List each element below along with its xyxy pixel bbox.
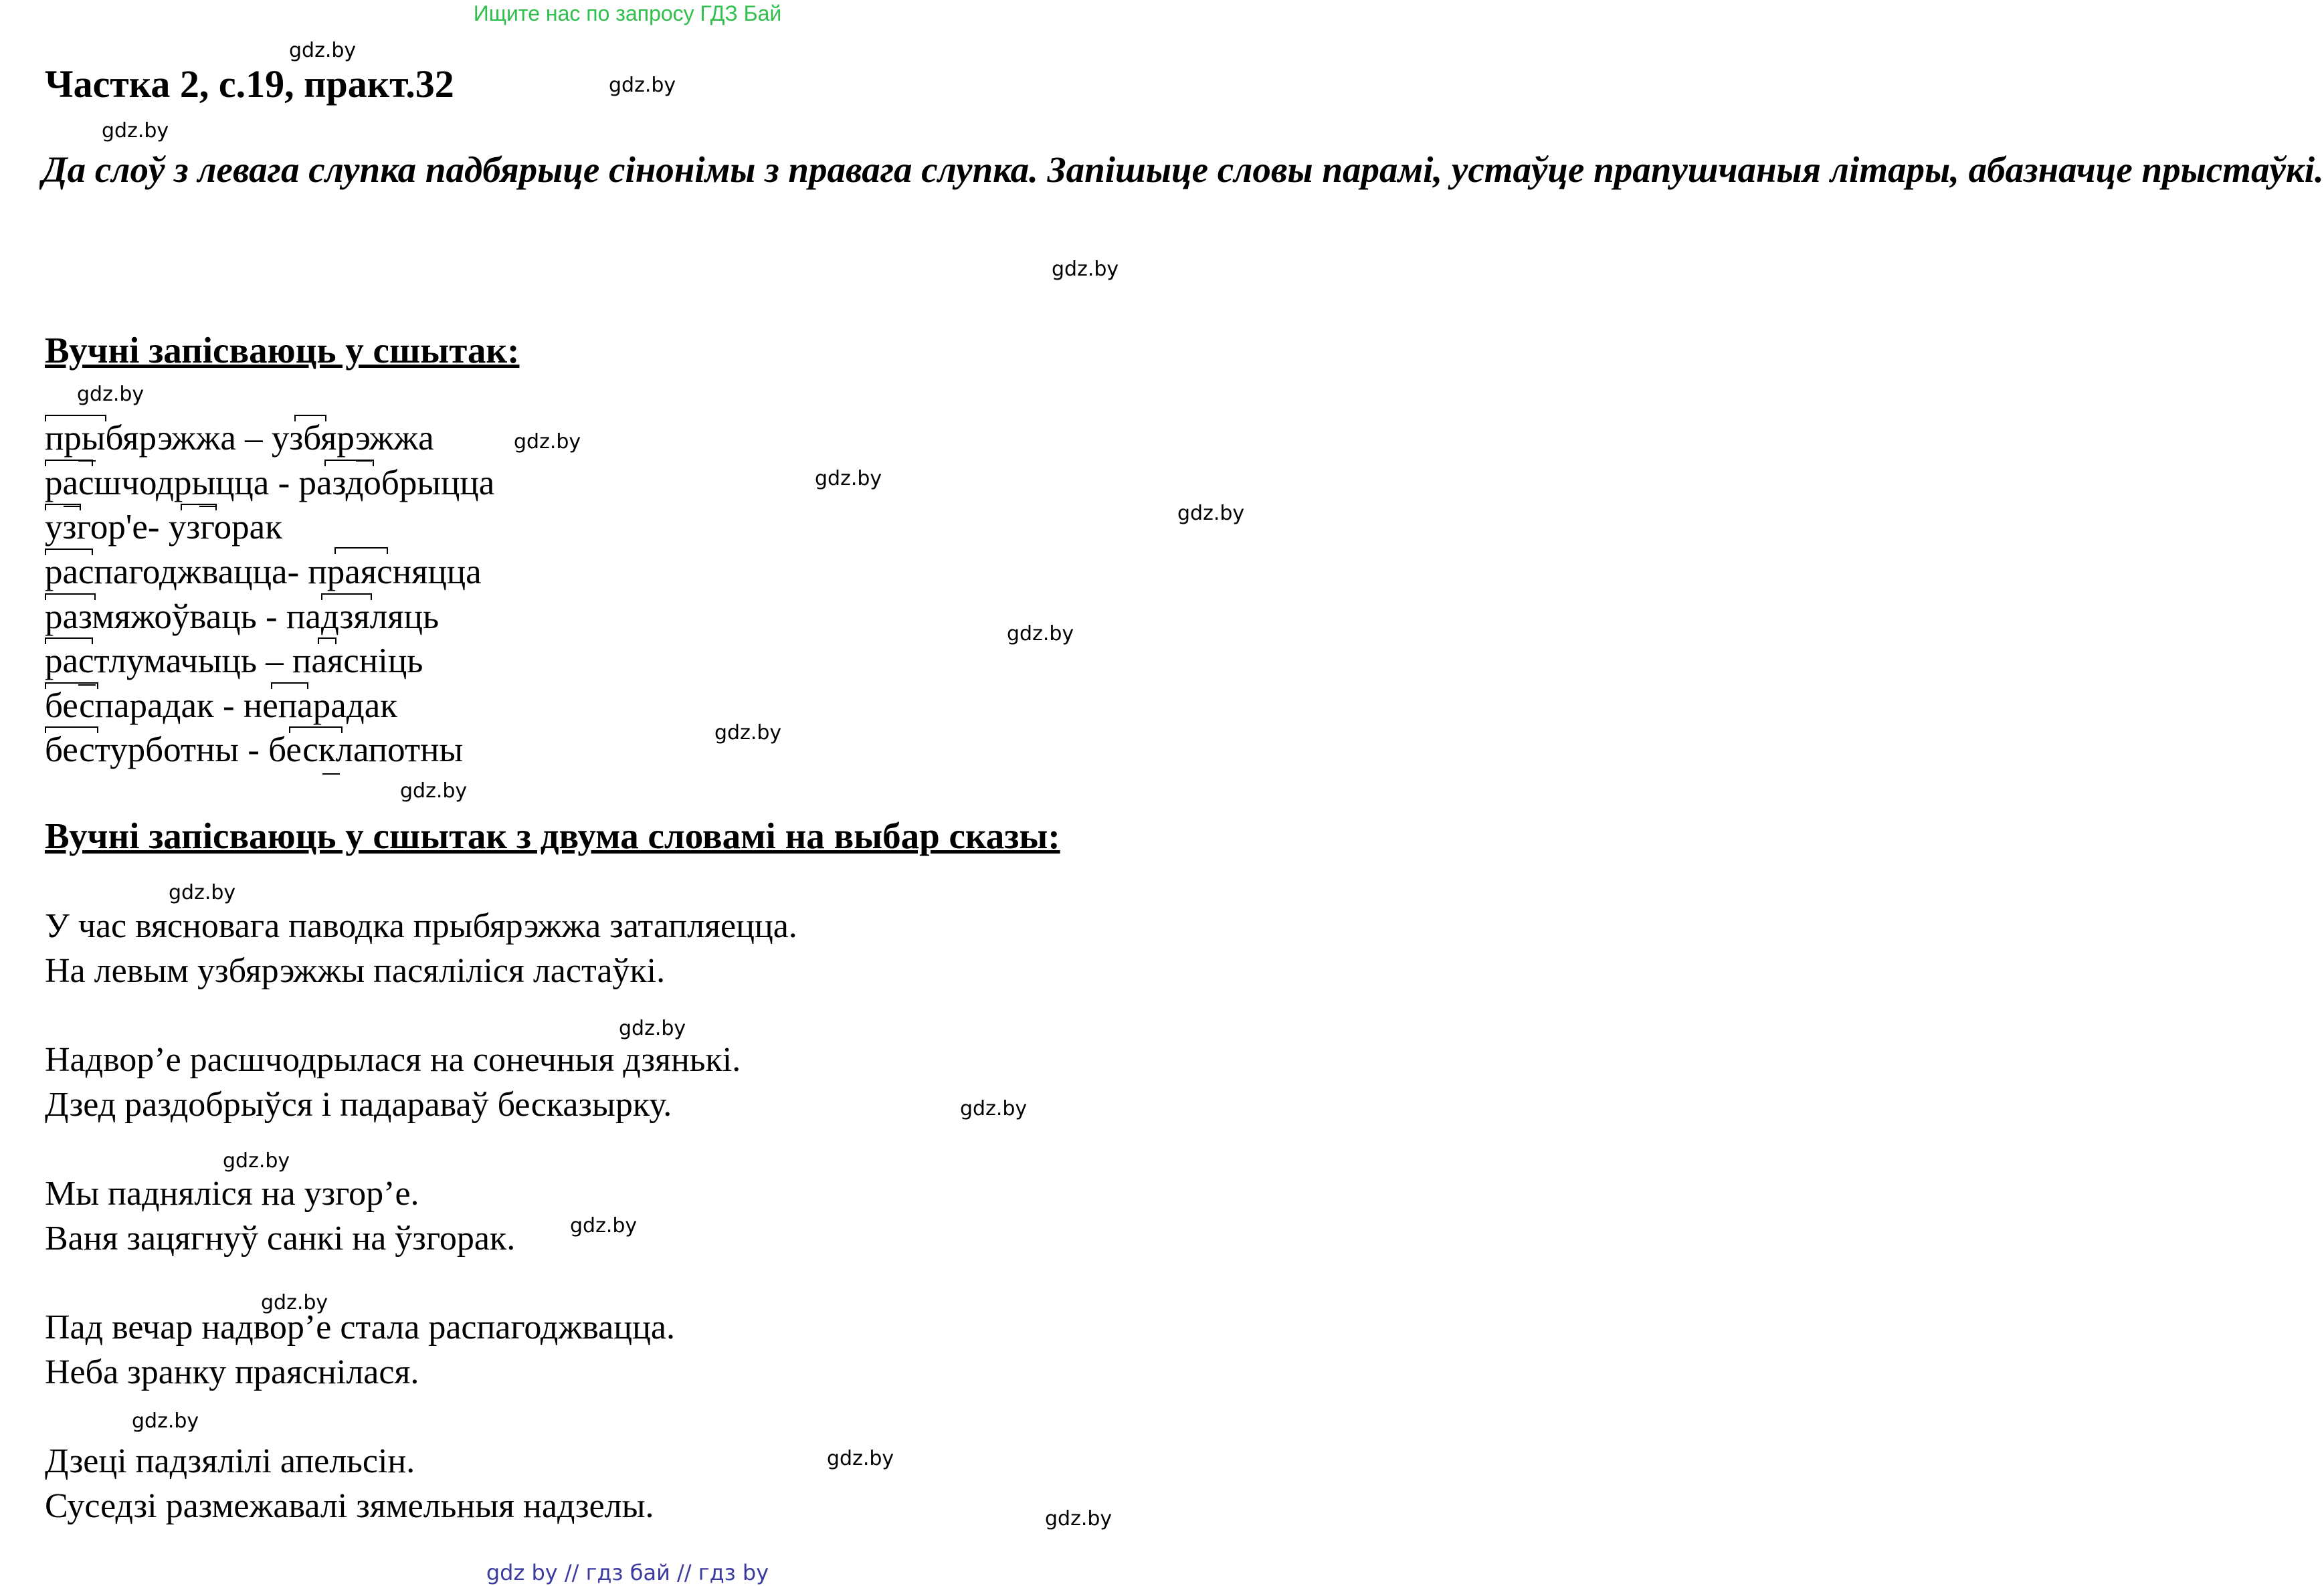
sentence: Суседзі размежавалі зямельныя надзелы. xyxy=(45,1487,654,1525)
watermark: gdz.by xyxy=(102,119,169,142)
prefix-mark xyxy=(181,504,217,510)
letter-underline xyxy=(356,460,372,462)
watermark: gdz.by xyxy=(132,1409,199,1433)
letter-underline xyxy=(78,460,96,462)
watermark: gdz.by xyxy=(570,1214,638,1237)
search-banner: Ищите нас по запросу ГДЗ Бай xyxy=(473,1,782,25)
prefix-mark xyxy=(45,637,93,644)
sentence: Надвор’е расшчодрылася на сонечныя дзянькі. xyxy=(45,1041,741,1079)
word-pair: размяжоўваць - падзяляць xyxy=(45,597,440,636)
watermark: gdz.by xyxy=(514,430,581,454)
prefix-mark xyxy=(45,682,98,689)
word-pair: узгор'е- узгорак xyxy=(45,508,282,547)
prefix-mark xyxy=(271,682,308,689)
word-pair: растлумачыць – паясніць xyxy=(45,641,423,680)
word-pair: расшчодрыцца - раздобрыцца xyxy=(45,464,495,502)
watermark: gdz.by xyxy=(1007,622,1074,646)
watermark: gdz.by xyxy=(1045,1507,1112,1530)
sentence: Пад вечар надвор’е стала распагоджвацца. xyxy=(45,1308,675,1347)
watermark: gdz.by xyxy=(1052,258,1119,281)
sentence: У час вясновага паводка прыбярэжжа затапляецца. xyxy=(45,907,797,945)
letter-underline xyxy=(78,684,96,686)
watermark: gdz.by xyxy=(289,39,357,62)
letter-underline xyxy=(64,506,80,507)
watermark: gdz.by xyxy=(619,1017,686,1040)
prefix-mark xyxy=(45,549,93,555)
watermark: gdz.by xyxy=(400,779,468,803)
watermark: gdz.by xyxy=(261,1291,328,1314)
watermark: gdz.by xyxy=(960,1097,1028,1120)
prefix-mark xyxy=(334,547,388,554)
sentence: Дзед раздобрыўся і падараваў бесказырку. xyxy=(45,1086,672,1124)
watermark: gdz.by xyxy=(77,383,144,406)
sentence: Ваня зацягнуў санкі на ўзгорак. xyxy=(45,1219,516,1258)
footer-links: gdz by // гдз бай // гдз by xyxy=(486,1560,769,1585)
prefix-mark xyxy=(45,593,96,600)
watermark: gdz.by xyxy=(827,1447,894,1470)
watermark: gdz.by xyxy=(815,467,882,490)
watermark: gdz.by xyxy=(609,74,676,97)
sentence: Дзеці падзялілі апельсін. xyxy=(45,1442,415,1480)
watermark: gdz.by xyxy=(169,881,236,904)
letter-underline xyxy=(322,773,340,775)
prefix-mark xyxy=(294,415,326,421)
word-pair: прыбярэжжа – узбярэжжа xyxy=(45,419,434,458)
section-heading-sentences: Вучні запісваюць у сшытак з двума словамі на выбар сказы: xyxy=(45,815,1060,856)
watermark: gdz.by xyxy=(714,721,782,745)
section-heading-pairs: Вучні запісваюць у сшытак: xyxy=(45,330,520,371)
sentence: Неба зранку праяснілася. xyxy=(45,1353,419,1391)
word-pair: беспарадак - непарадак xyxy=(45,686,397,725)
prefix-mark xyxy=(289,726,343,733)
sentence: Мы падняліся на узгор’е. xyxy=(45,1175,419,1213)
word-pair: распагоджвацца- праясняцца xyxy=(45,553,482,591)
task-text: Да слоў з левага слупка падбярыце сінонімы з правага слупка. Запішыце словы парамі, устаўце прапушчаныя літары, абазначце прыстаўкі. xyxy=(42,149,2324,190)
prefix-mark xyxy=(45,726,98,733)
page-title: Частка 2, с.19, практ.32 xyxy=(45,62,454,106)
prefix-mark xyxy=(321,593,372,600)
word-pair: бестурботны - бесклапотны xyxy=(45,730,464,769)
watermark: gdz.by xyxy=(223,1149,290,1173)
sentence: На левым узбярэжжы пасяліліся ластаўкі. xyxy=(45,952,666,990)
letter-underline xyxy=(199,506,215,507)
watermark: gdz.by xyxy=(1177,502,1245,525)
prefix-mark xyxy=(45,415,106,421)
prefix-mark xyxy=(45,504,81,510)
prefix-mark xyxy=(318,637,336,644)
